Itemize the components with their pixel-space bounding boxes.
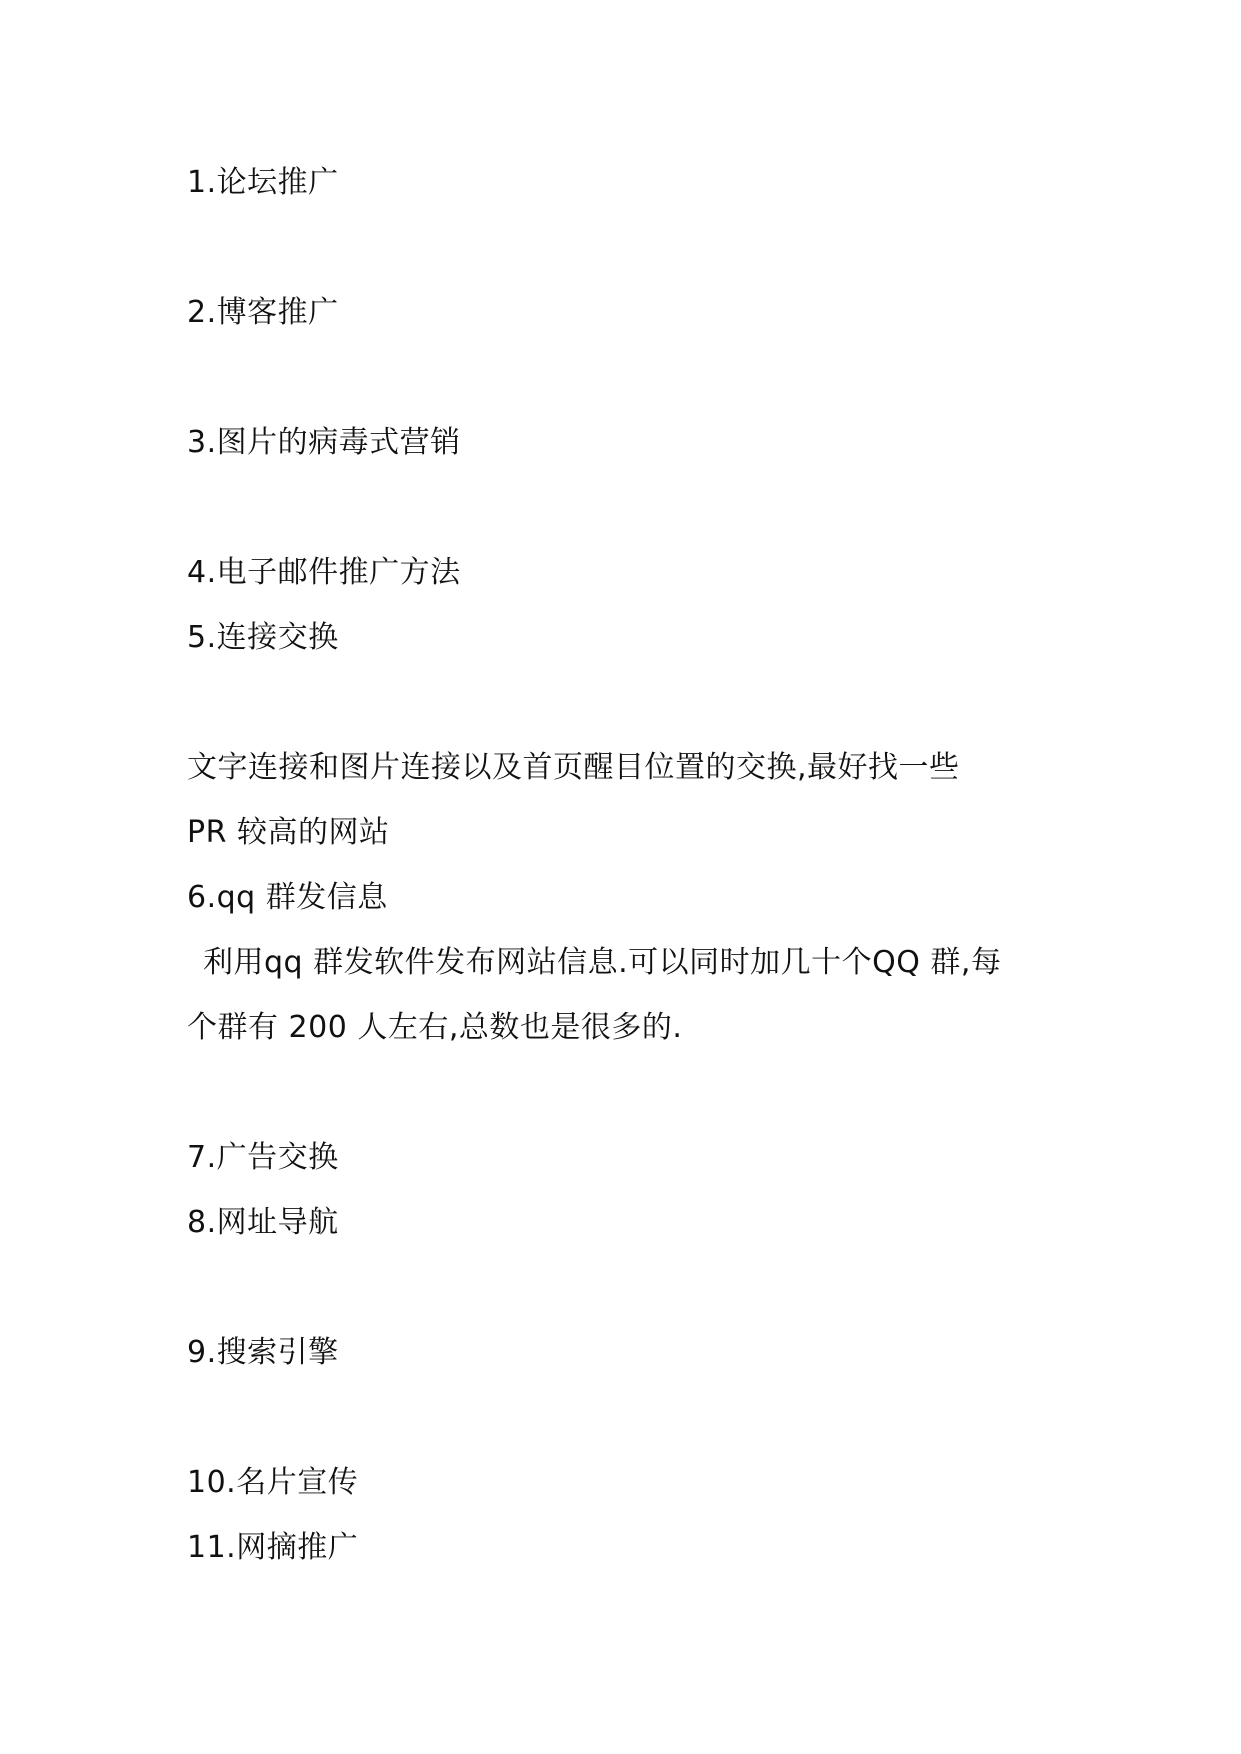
list-item-social-bookmarking: 11.网摘推广 <box>187 1530 359 1565</box>
list-item-qq-group-messaging: 6.qq 群发信息 <box>187 880 388 915</box>
list-item-email-promotion: 4.电子邮件推广方法 <box>187 555 461 590</box>
paragraph-qq-line-1: 利用qq 群发软件发布网站信息.可以同时加几十个QQ 群,每 <box>203 945 1002 980</box>
list-item-viral-image-marketing: 3.图片的病毒式营销 <box>187 425 461 460</box>
list-item-forum-promotion: 1.论坛推广 <box>187 165 339 200</box>
paragraph-link-exchange-line-1: 文字连接和图片连接以及首页醒目位置的交换,最好找一些 <box>187 750 960 785</box>
list-item-blog-promotion: 2.博客推广 <box>187 295 339 330</box>
list-item-business-card: 10.名片宣传 <box>187 1465 359 1500</box>
paragraph-link-exchange-line-2: PR 较高的网站 <box>187 815 390 850</box>
list-item-ad-exchange: 7.广告交换 <box>187 1140 339 1175</box>
list-item-search-engine: 9.搜索引擎 <box>187 1335 339 1370</box>
paragraph-qq-line-2: 个群有 200 人左右,总数也是很多的. <box>187 1010 683 1045</box>
list-item-url-navigation: 8.网址导航 <box>187 1205 339 1240</box>
list-item-link-exchange: 5.连接交换 <box>187 620 339 655</box>
